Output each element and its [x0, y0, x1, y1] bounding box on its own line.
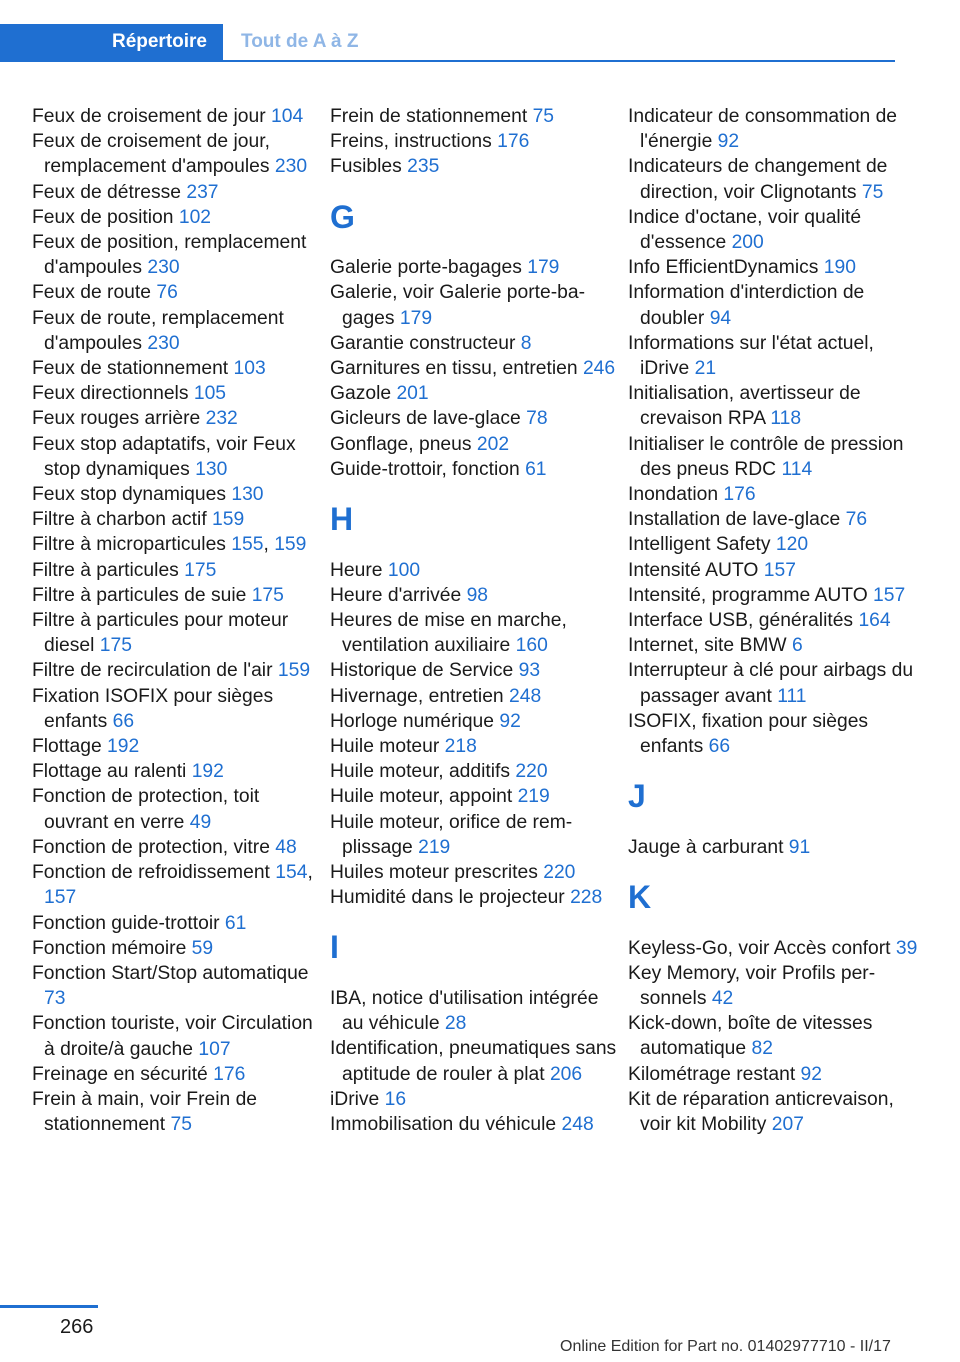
index-term: Information d'interdiction de doubler: [628, 282, 865, 329]
index-entry: Filtre à microparticules 155, 159: [32, 534, 307, 556]
index-entry: [330, 759, 620, 784]
page-link[interactable]: 206: [549, 1063, 583, 1085]
page-link[interactable]: 190: [823, 257, 856, 279]
index-term: Huile moteur: [330, 736, 445, 758]
index-entry: [32, 936, 322, 961]
page-link[interactable]: 154: [275, 862, 308, 884]
page-link[interactable]: 157: [44, 887, 77, 909]
section-letter: H: [330, 501, 354, 538]
page-link[interactable]: 91: [788, 836, 811, 858]
index-entry: [32, 759, 322, 784]
index-term: Indicateur de consommation de l'énergie: [628, 106, 898, 153]
index-entry: [628, 558, 928, 583]
index-term: Intelligent Safety: [628, 534, 776, 556]
index-entry: [628, 532, 928, 557]
index-entry: [330, 784, 620, 809]
index-term: Huiles moteur prescrites: [330, 862, 544, 884]
index-term: Huile moteur, additifs: [330, 761, 516, 783]
footer-accent-bar: [0, 1305, 98, 1308]
index-term: Flottage au ralenti: [32, 761, 192, 783]
index-entry: [628, 608, 928, 633]
index-term: Internet, site BMW: [628, 635, 792, 657]
index-entry: [330, 457, 620, 482]
index-term: Key Memory, voir Profils personnels: [628, 962, 876, 1010]
index-term: Feux stop adaptatifs, voir Feux stop dynamiques: [32, 433, 296, 480]
page-link[interactable]: 98: [466, 584, 489, 606]
index-term: Gazole: [330, 383, 397, 405]
index-entry: [32, 356, 322, 381]
index-entry: [330, 104, 620, 129]
index-entry: [32, 1087, 322, 1137]
index-term: Kit de réparation anticrevaison, voir kit Mobility: [628, 1088, 894, 1136]
index-entry: [32, 205, 322, 230]
page-link[interactable]: 200: [731, 232, 764, 254]
index-entry: [628, 482, 928, 507]
index-term: Kilométrage restant: [628, 1063, 801, 1085]
index-term: Freins, instructions: [330, 131, 498, 153]
page-link[interactable]: 248: [509, 685, 542, 707]
index-term: Huile moteur, orifice de remplissage: [330, 811, 573, 858]
index-entry: [32, 784, 322, 834]
index-entry: [32, 406, 322, 431]
page-link[interactable]: 8: [520, 332, 532, 354]
index-term: Hivernage, entretien: [330, 685, 509, 707]
page-link[interactable]: 82: [751, 1038, 773, 1060]
index-entry: [330, 1036, 620, 1086]
page-link[interactable]: 246: [582, 358, 616, 380]
tab-repertoire[interactable]: Répertoire: [0, 24, 223, 60]
index-entry: [32, 734, 322, 759]
index-entry: [628, 432, 928, 482]
page-link[interactable]: 220: [543, 862, 576, 884]
index-term: Fonction mémoire: [32, 937, 192, 959]
index-term: Feux stop dynamiques: [32, 484, 232, 506]
index-entry: [32, 684, 322, 734]
index-entry: [330, 129, 620, 154]
index-term: Keyless-Go, voir Accès confort: [628, 937, 896, 959]
index-entry: [628, 583, 928, 608]
index-entry: [330, 608, 620, 658]
page-link[interactable]: 75: [861, 181, 884, 203]
page-link[interactable]: 111: [777, 685, 807, 707]
index-entry: [330, 154, 620, 179]
page-link[interactable]: 92: [717, 131, 740, 153]
index-entry: [330, 810, 620, 860]
index-term: Filtre à particules de suie: [32, 584, 252, 606]
index-term: Filtre de recirculation de l'air: [32, 660, 278, 682]
page-link[interactable]: 230: [274, 156, 308, 178]
page-number: 266: [60, 1316, 94, 1338]
page-link[interactable]: 6: [791, 635, 803, 657]
index-entry: [330, 356, 620, 381]
page-link[interactable]: 175: [99, 635, 132, 657]
section-letter: G: [330, 198, 355, 235]
index-term: Identification, pneumatiques sans aptitude de rouler à plat: [330, 1038, 617, 1085]
page-link[interactable]: 118: [770, 408, 802, 430]
index-term: Intensité AUTO: [628, 559, 764, 581]
page-link[interactable]: 179: [399, 307, 433, 329]
header-nav: [0, 24, 895, 62]
page-link[interactable]: 105: [193, 383, 227, 405]
index-term: Informations sur l'état actuel, iDrive: [628, 332, 874, 380]
index-entry: [32, 835, 322, 860]
index-entry: [330, 558, 620, 583]
page-link[interactable]: 192: [191, 761, 224, 783]
page-link[interactable]: 179: [527, 257, 560, 279]
index-entry: [330, 860, 620, 885]
index-entry: [32, 961, 322, 1011]
page-link[interactable]: 207: [771, 1114, 804, 1136]
page-link[interactable]: 176: [213, 1063, 246, 1085]
page-link[interactable]: 159: [277, 660, 311, 682]
index-entry: [330, 1112, 620, 1137]
index-term: Feux de stationnement: [32, 358, 234, 380]
index-term: Huile moteur, appoint: [330, 786, 518, 808]
page-link[interactable]: 176: [723, 484, 756, 506]
index-column-2: [330, 104, 620, 1137]
index-term: Guide-trottoir, fonction: [330, 458, 526, 480]
page-link[interactable]: 175: [184, 559, 217, 581]
index-entry: [330, 885, 620, 910]
index-entry: [32, 432, 322, 482]
index-entry: [628, 835, 928, 860]
index-entry: [628, 633, 928, 658]
index-term: Info EfficientDynamics: [628, 257, 824, 279]
page-link[interactable]: 76: [156, 282, 178, 304]
page-link[interactable]: 66: [708, 736, 731, 758]
index-term: Heure: [330, 559, 388, 581]
page-link[interactable]: 39: [895, 937, 918, 959]
index-entry: [32, 280, 322, 305]
index-entry: [32, 558, 322, 583]
index-term: Initialisation, avertisseur de crevaison RPA: [628, 383, 861, 430]
page-link[interactable]: 130: [195, 458, 228, 480]
page-link[interactable]: 175: [251, 584, 284, 606]
page-link[interactable]: 201: [396, 383, 429, 405]
index-entry: [330, 280, 620, 330]
page-link[interactable]: 102: [178, 206, 212, 228]
index-entry: Fonction de refroidissement 154, 157: [32, 862, 313, 909]
index-term: Frein à main, voir Frein de stationnement: [32, 1088, 258, 1136]
index-entry: [628, 709, 928, 759]
page-link[interactable]: 114: [781, 458, 813, 480]
index-term: Jauge à carburant: [628, 836, 789, 858]
index-entry: [32, 129, 322, 179]
page-link[interactable]: 93: [518, 660, 541, 682]
index-term: Indice d'octane, voir qualité d'essence: [628, 206, 862, 254]
page-link[interactable]: 21: [694, 358, 717, 380]
index-entry: [628, 1011, 928, 1061]
index-entry: [32, 608, 322, 658]
page-link[interactable]: 235: [407, 156, 440, 178]
index-entry: [628, 658, 928, 708]
index-term: Historique de Service: [330, 660, 519, 682]
index-entry: [330, 432, 620, 457]
index-term: Fusibles: [330, 156, 408, 178]
page-link[interactable]: 164: [858, 610, 891, 632]
page-link[interactable]: 219: [418, 836, 451, 858]
index-term: Intensité, programme AUTO: [628, 584, 874, 606]
index-term: Fonction guide-trottoir: [32, 912, 225, 934]
index-term: Heure d'arrivée: [330, 584, 467, 606]
page-link[interactable]: 218: [444, 736, 477, 758]
index-term: Inondation: [628, 484, 724, 506]
index-entry: [32, 507, 322, 532]
page-link[interactable]: 94: [709, 307, 732, 329]
page-link[interactable]: 42: [711, 988, 734, 1010]
index-entry: [628, 255, 928, 280]
index-entry: [32, 104, 322, 129]
index-term: Interrupteur à clé pour airbags du passager avant: [628, 660, 914, 707]
index-entry: [32, 583, 322, 608]
index-entry: [32, 1062, 322, 1087]
page-link[interactable]: 28: [444, 1013, 467, 1035]
page-link[interactable]: 100: [387, 559, 421, 581]
page-link[interactable]: 78: [526, 408, 548, 430]
page-link[interactable]: 48: [275, 836, 297, 858]
index-term: Fonction de protection, vitre: [32, 836, 276, 858]
index-term: Kick-down, boîte de vitesses automatique: [628, 1013, 873, 1060]
page-link[interactable]: 220: [515, 761, 548, 783]
index-entry: [330, 583, 620, 608]
index-column-1: [32, 104, 322, 1137]
tab-a-to-z[interactable]: Tout de A à Z: [241, 31, 359, 52]
page-link[interactable]: 66: [112, 710, 135, 732]
index-term: Feux rouges arrière: [32, 408, 206, 430]
page-link[interactable]: 237: [186, 181, 219, 203]
index-term: Filtre à particules pour moteur diesel: [32, 610, 289, 657]
index-entry: [628, 936, 928, 961]
index-entry: [628, 507, 928, 532]
index-entry: [330, 709, 620, 734]
index-entry: [628, 381, 928, 431]
index-term: Filtre à charbon actif: [32, 509, 213, 531]
index-term: Feux de route: [32, 282, 157, 304]
page-link[interactable]: 159: [274, 534, 307, 556]
index-term: Frein de stationnement: [330, 106, 533, 127]
index-term: Interface USB, généralités: [628, 610, 859, 632]
index-entry: [32, 1011, 322, 1061]
page-link[interactable]: 160: [515, 635, 548, 657]
index-entry: [330, 381, 620, 406]
index-term: Feux directionnels: [32, 383, 194, 405]
index-term: Heures de mise en marche, ventilation auxiliaire: [330, 610, 567, 657]
page-link[interactable]: 202: [476, 433, 510, 455]
index-entry: [330, 255, 620, 280]
index-entry: [628, 104, 928, 154]
page-link[interactable]: 49: [189, 811, 212, 833]
index-term: Feux de position: [32, 206, 179, 228]
index-term: Flottage: [32, 736, 108, 758]
index-term: Horloge numérique: [330, 710, 500, 732]
index-entry: [32, 180, 322, 205]
index-entry: [628, 961, 928, 1011]
page-link[interactable]: 130: [231, 484, 264, 506]
index-entry: [628, 154, 928, 204]
header-divider: [0, 60, 895, 62]
page-link[interactable]: 228: [570, 887, 603, 909]
page-link[interactable]: 103: [233, 358, 266, 380]
index-term: Fonction de refroidissement: [32, 862, 276, 884]
index-term: ISOFIX, fixation pour sièges enfants: [628, 710, 869, 758]
page-link[interactable]: 76: [845, 509, 868, 531]
index-term: Gonflage, pneus: [330, 433, 477, 455]
page-link[interactable]: 232: [205, 408, 238, 430]
index-column-3: [628, 104, 928, 1137]
index-entry: [628, 1062, 928, 1087]
index-entry: [330, 331, 620, 356]
section-letter: J: [628, 778, 646, 815]
index-term: Filtre à microparticules: [32, 534, 232, 556]
page-link[interactable]: 92: [499, 710, 521, 732]
index-term: Indicateurs de changement de direction, voir Clignotants: [628, 156, 888, 203]
index-entry: [330, 684, 620, 709]
index-entry: [628, 280, 928, 330]
index-term: Freinage en sécurité: [32, 1063, 214, 1085]
page-link[interactable]: 61: [224, 912, 247, 934]
index-entry: [330, 658, 620, 683]
index-entry: [32, 306, 322, 356]
page-link[interactable]: 16: [384, 1088, 407, 1110]
page-link[interactable]: 75: [532, 106, 555, 127]
index-term: Feux de détresse: [32, 181, 187, 203]
page-link[interactable]: 75: [170, 1114, 192, 1136]
page-link[interactable]: 61: [525, 458, 547, 480]
page-link[interactable]: 104: [271, 106, 304, 127]
page-link[interactable]: 92: [800, 1063, 822, 1085]
index-term: Garnitures en tissu, entretien: [330, 358, 583, 380]
page-link[interactable]: 230: [147, 257, 180, 279]
index-entry: [32, 381, 322, 406]
edition-note: Online Edition for Part no. 01402977710 - II/17: [560, 1338, 891, 1355]
index-entry: [330, 734, 620, 759]
index-entry: [32, 911, 322, 936]
index-term: Feux de croisement de jour: [32, 106, 271, 127]
page-link[interactable]: 159: [212, 509, 245, 531]
index-term: Humidité dans le projecteur: [330, 887, 571, 909]
index-term: Galerie porte-bagages: [330, 257, 528, 279]
index-entry: [628, 1087, 928, 1137]
page-link[interactable]: 107: [198, 1038, 231, 1060]
index-term: Initialiser le contrôle de pression des pneus RDC: [628, 433, 904, 480]
index-term: Fonction de protection, toit ouvrant en verre: [32, 786, 260, 833]
index-entry: [330, 406, 620, 431]
page-link[interactable]: 248: [561, 1114, 594, 1136]
index-term: Fonction Start/Stop automatique: [32, 962, 309, 984]
page-link[interactable]: 155: [231, 534, 264, 556]
page-link[interactable]: 59: [191, 937, 214, 959]
index-term: Filtre à particules: [32, 559, 185, 581]
index-term: Galerie, voir Galerie porte-bagages: [330, 282, 586, 329]
index-term: Fixation ISOFIX pour sièges enfants: [32, 685, 274, 732]
index-entry: [330, 986, 620, 1036]
section-letter: K: [628, 879, 652, 916]
index-term: IBA, notice d'utilisation intégrée au véhicule: [330, 988, 599, 1035]
page-link[interactable]: 219: [517, 786, 550, 808]
section-letter: I: [330, 929, 339, 966]
page-link[interactable]: 176: [497, 131, 530, 153]
index-term: Feux de position, remplacement d'ampoules: [32, 232, 307, 279]
index-term: Gicleurs de lave-glace: [330, 408, 527, 430]
index-entry: [628, 331, 928, 381]
index-entry: [32, 230, 322, 280]
page-link[interactable]: 120: [775, 534, 809, 556]
page-link[interactable]: 192: [107, 736, 140, 758]
index-term: Immobilisation du véhicule: [330, 1114, 562, 1136]
page-link[interactable]: 73: [44, 988, 66, 1010]
page-link[interactable]: 230: [147, 332, 180, 354]
index-term: Installation de lave-glace: [628, 509, 846, 531]
index-term: Feux de route, remplacement d'ampoules: [32, 307, 284, 354]
page-link[interactable]: 157: [873, 584, 906, 606]
index-entry: [628, 205, 928, 255]
index-entry: [32, 658, 322, 683]
index-term: Fonction touriste, voir Circulation à droite/à gauche: [32, 1013, 313, 1060]
page-link[interactable]: 157: [763, 559, 796, 581]
index-term: Garantie constructeur: [330, 332, 521, 354]
index-entry: [32, 482, 322, 507]
index-entry: [330, 1087, 620, 1112]
index-term: iDrive: [330, 1088, 385, 1110]
index-term: Feux de croisement de jour, remplacement d'ampoules: [32, 131, 275, 178]
